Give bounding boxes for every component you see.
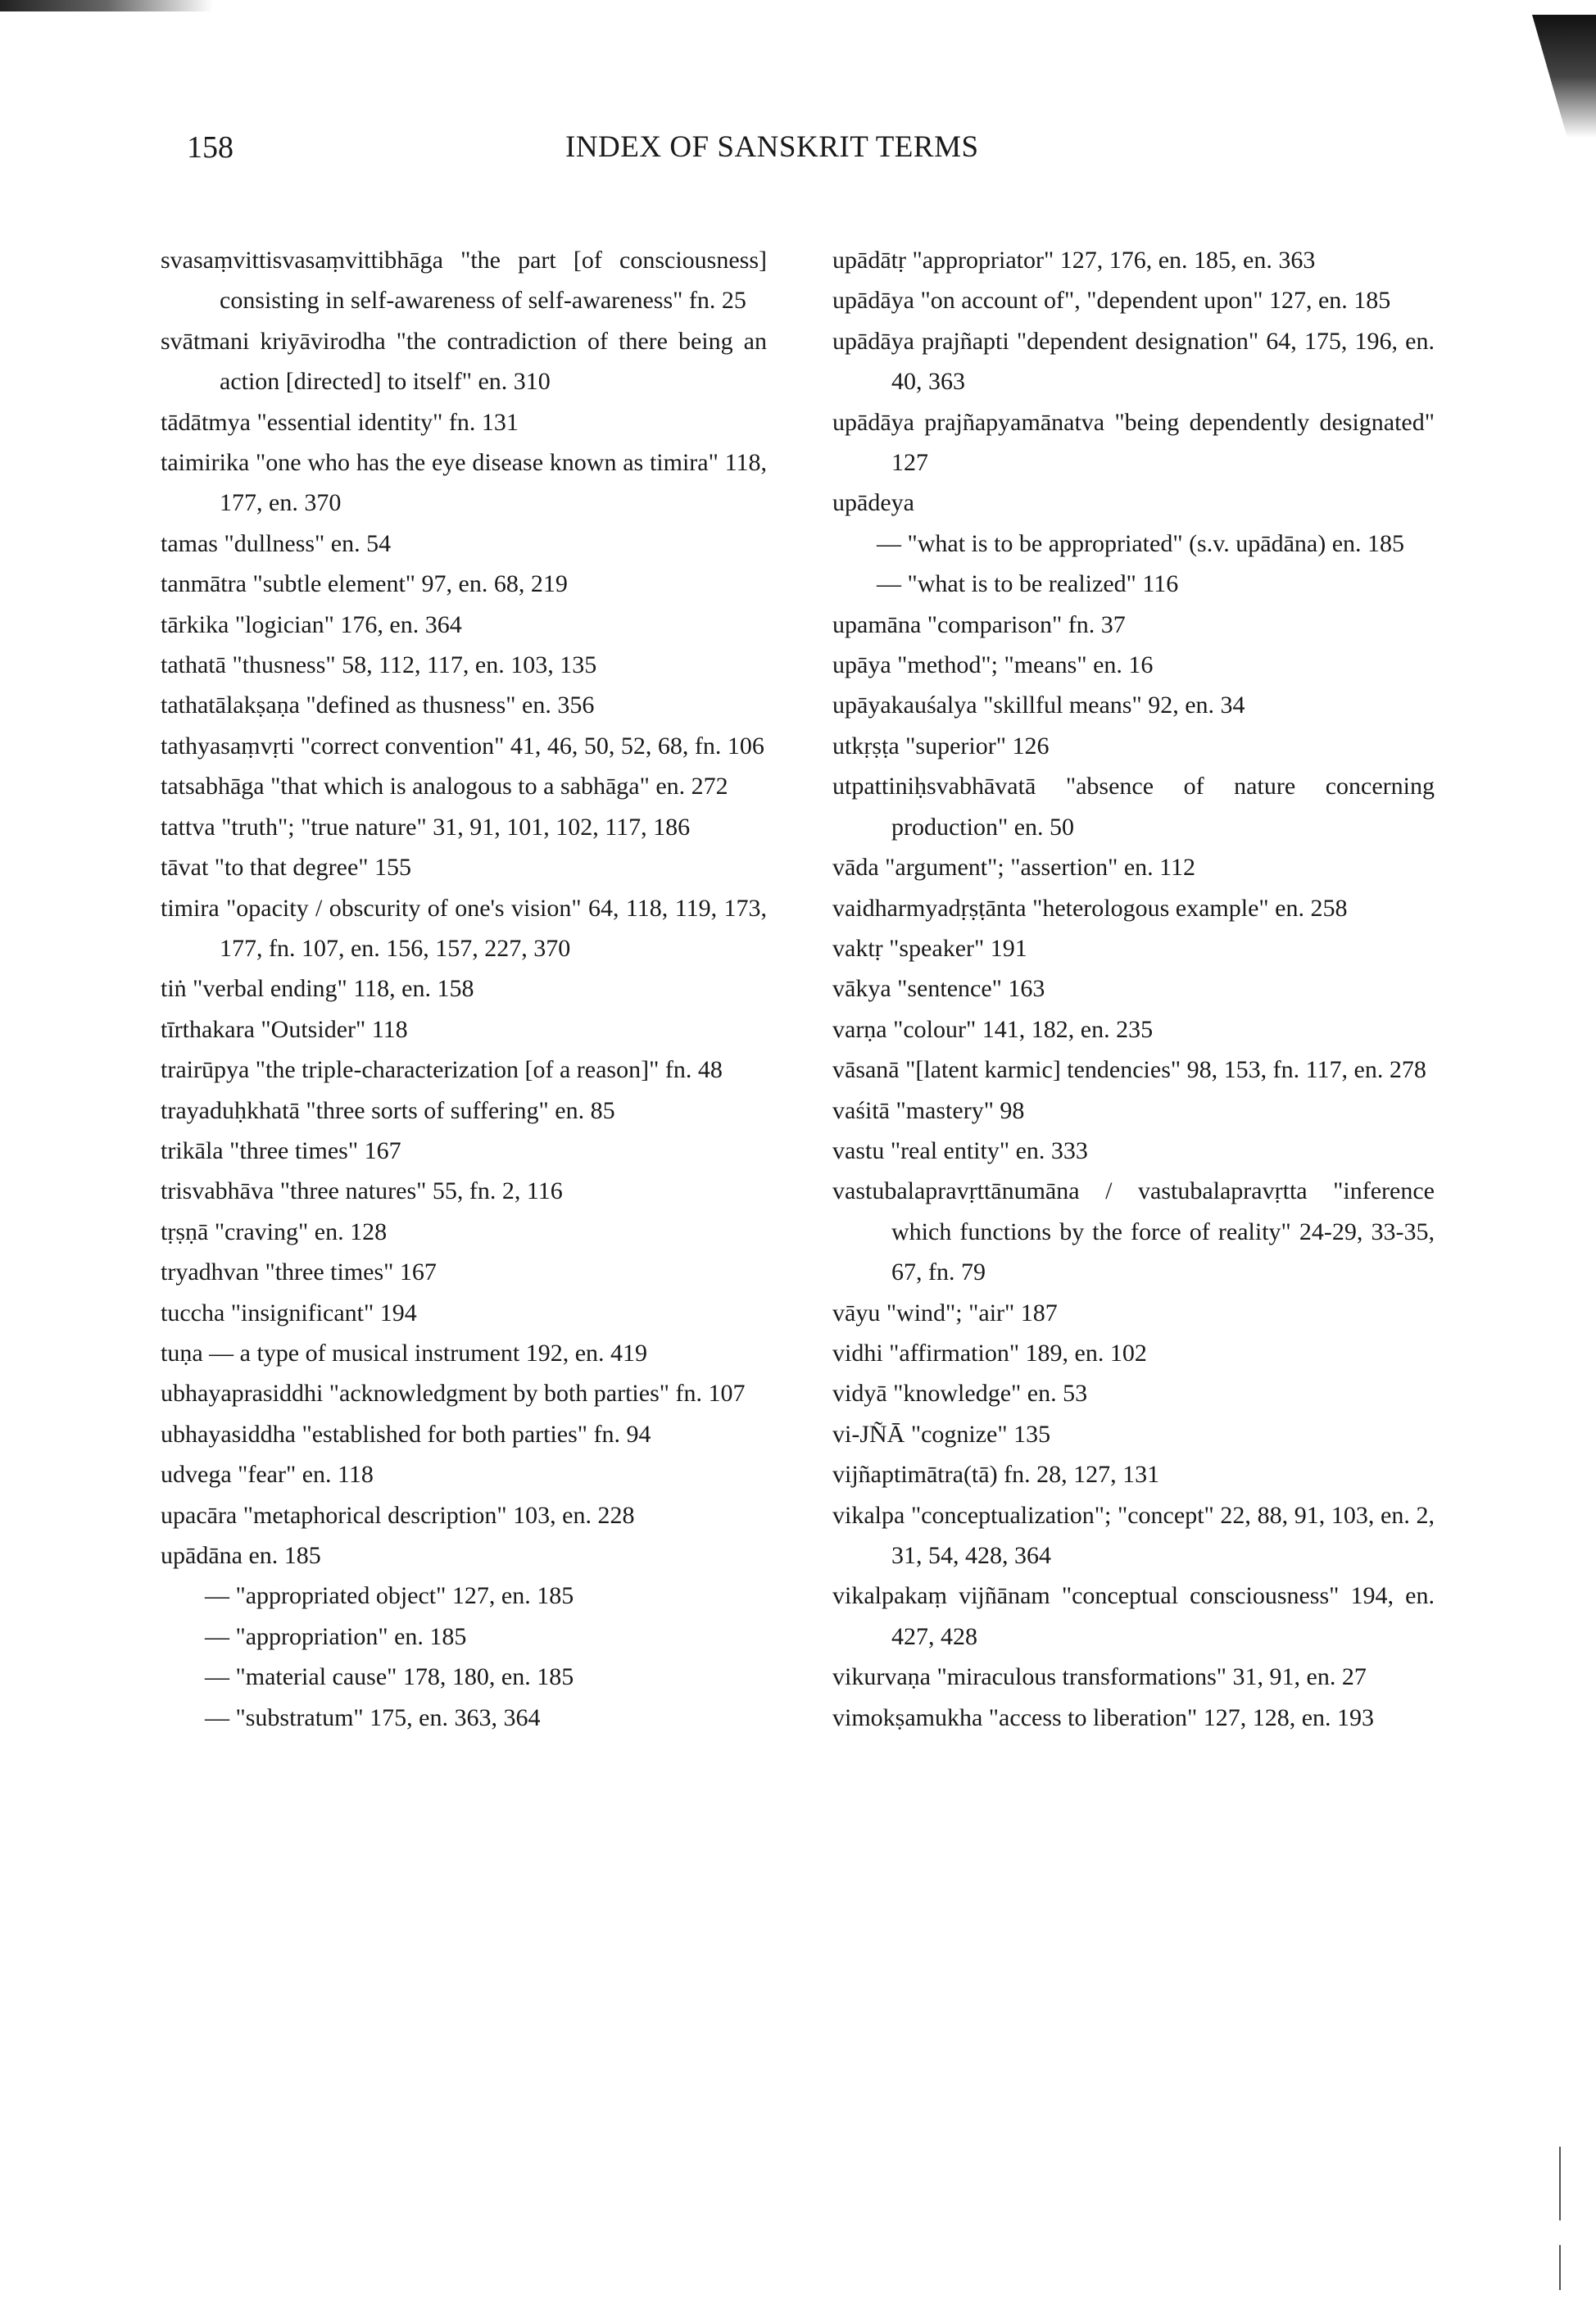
index-subentry: — "what is to be realized" 116: [877, 570, 1179, 598]
index-entry: tathyasaṃvṛti "correct convention" 41, 46, 50, 52, 68, fn. 106: [161, 732, 764, 760]
index-column-left: [161, 240, 767, 1738]
index-entry: tuccha "insignificant" 194: [161, 1299, 417, 1327]
page-header: [187, 129, 1465, 179]
index-column-right: [832, 240, 1435, 1738]
index-entry: udvega "fear" en. 118: [161, 1461, 374, 1489]
index-entry: vaśitā "mastery" 98: [832, 1096, 1025, 1124]
index-entry: upādāna en. 185: [161, 1542, 321, 1569]
index-entry: varṇa "colour" 141, 182, en. 235: [832, 1015, 1154, 1043]
index-entry: vāyu "wind"; "air" 187: [832, 1299, 1058, 1327]
page-number: 158: [187, 130, 234, 165]
index-entry: upādāya prajñapti "dependent designation" 64, 175, 196, en. 40, 363: [832, 327, 1435, 396]
index-subentry: — "what is to be appropriated" (s.v. upādāna) en. 185: [877, 529, 1405, 557]
index-subentry: — "appropriated object" 127, en. 185: [205, 1582, 574, 1610]
index-entry: trairūpya "the triple-characterization [of a reason]" fn. 48: [161, 1056, 723, 1084]
index-entry: upāya "method"; "means" en. 16: [832, 651, 1154, 679]
index-entry: vidyā "knowledge" en. 53: [832, 1380, 1088, 1408]
index-entry: vāsanā "[latent karmic] tendencies" 98, 153, fn. 117, en. 278: [832, 1056, 1426, 1084]
index-entry: upādātṛ "appropriator" 127, 176, en. 185, en. 363: [832, 247, 1316, 274]
index-entry: tathatālakṣaṇa "defined as thusness" en. 356: [161, 692, 595, 719]
index-entry: vikurvaṇa "miraculous transformations" 31, 91, en. 27: [832, 1663, 1367, 1691]
index-entry: svātmani kriyāvirodha "the contradiction of there being an action [directed] to itself" en. 310: [161, 327, 767, 396]
index-entry: timira "opacity / obscurity of one's vision" 64, 118, 119, 173, 177, fn. 107, en. 156, 157, 227, 370: [161, 894, 767, 962]
index-entry: upamāna "comparison" fn. 37: [832, 610, 1126, 638]
index-entry: tattva "truth"; "true nature" 31, 91, 101, 102, 117, 186: [161, 813, 691, 841]
index-entry: ubhayaprasiddhi "acknowledgment by both parties" fn. 107: [161, 1380, 746, 1408]
index-entry: tāvat "to that degree" 155: [161, 854, 412, 882]
index-entry: utpattiniḥsvabhāvatā "absence of nature concerning production" en. 50: [832, 773, 1435, 841]
index-entry: tīrthakara "Outsider" 118: [161, 1015, 408, 1043]
index-subentry: — "material cause" 178, 180, en. 185: [205, 1663, 574, 1691]
index-entry: upacāra "metaphorical description" 103, en. 228: [161, 1501, 635, 1529]
index-entry: vāda "argument"; "assertion" en. 112: [832, 854, 1196, 882]
running-title: INDEX OF SANSKRIT TERMS: [565, 130, 979, 164]
index-entry: svasaṃvittisvasaṃvittibhāga "the part [of consciousness] consisting in self-awareness of self-awareness" fn. 25: [161, 247, 767, 315]
index-entry: tryadhvan "three times" 167: [161, 1259, 437, 1286]
index-entry: trikāla "three times" 167: [161, 1136, 401, 1164]
index-entry: vikalpa "conceptualization"; "concept" 22, 88, 91, 103, en. 2, 31, 54, 428, 364: [832, 1501, 1435, 1569]
index-entry: tuṇa — a type of musical instrument 192, en. 419: [161, 1339, 648, 1367]
index-entry: vijñaptimātra(tā) fn. 28, 127, 131: [832, 1461, 1160, 1489]
scan-edge-line-upper: [1559, 2147, 1561, 2220]
index-entry: utkṛṣṭa "superior" 126: [832, 732, 1050, 760]
index-entry: upādeya: [832, 489, 914, 517]
index-entry: tanmātra "subtle element" 97, en. 68, 219: [161, 570, 568, 598]
index-entry: vidhi "affirmation" 189, en. 102: [832, 1339, 1147, 1367]
index-subentry: — "appropriation" en. 185: [205, 1622, 467, 1650]
index-entry: upādāya prajñapyamānatva "being dependently designated" 127: [832, 408, 1435, 477]
index-entry: vaktṛ "speaker" 191: [832, 934, 1027, 962]
index-entry: tatsabhāga "that which is analogous to a sabhāga" en. 272: [161, 773, 728, 800]
index-entry: vākya "sentence" 163: [832, 975, 1045, 1003]
index-entry: tathatā "thusness" 58, 112, 117, en. 103, 135: [161, 651, 597, 679]
index-entry: upādāya "on account of", "dependent upon" 127, en. 185: [832, 287, 1391, 315]
index-entry: vaidharmyadṛṣṭānta "heterologous example" en. 258: [832, 894, 1348, 922]
index-entry: tamas "dullness" en. 54: [161, 529, 392, 557]
index-entry: trayaduḥkhatā "three sorts of suffering" en. 85: [161, 1096, 615, 1124]
index-entry: vastubalapravṛttānumāna / vastubalapravṛtta "inference which functions by the force of reality" 24-29, 33-35, 67, fn. 79: [832, 1177, 1435, 1286]
index-entry: vastu "real entity" en. 333: [832, 1136, 1088, 1164]
index-entry: trisvabhāva "three natures" 55, fn. 2, 116: [161, 1177, 563, 1205]
index-entry: tārkika "logician" 176, en. 364: [161, 610, 462, 638]
index-entry: tṛṣṇā "craving" en. 128: [161, 1218, 388, 1245]
index-entry: vikalpakaṃ vijñānam "conceptual consciousness" 194, en. 427, 428: [832, 1582, 1435, 1650]
index-entry: vimokṣamukha "access to liberation" 127, 128, en. 193: [832, 1703, 1375, 1731]
scan-artifact-top-right: [1532, 15, 1596, 138]
index-entry: vi-JÑĀ "cognize" 135: [832, 1420, 1051, 1448]
index-subentry: — "substratum" 175, en. 363, 364: [205, 1703, 541, 1731]
scan-artifact-top-left: [0, 0, 213, 11]
scan-edge-line-lower: [1559, 2245, 1561, 2290]
index-entry: ubhayasiddha "established for both parties" fn. 94: [161, 1420, 651, 1448]
index-entry: tādātmya "essential identity" fn. 131: [161, 408, 519, 436]
index-entry: tiṅ "verbal ending" 118, en. 158: [161, 975, 474, 1003]
index-entry: upāyakauśalya "skillful means" 92, en. 34: [832, 692, 1245, 719]
index-entry: taimirika "one who has the eye disease known as timira" 118, 177, en. 370: [161, 449, 767, 517]
